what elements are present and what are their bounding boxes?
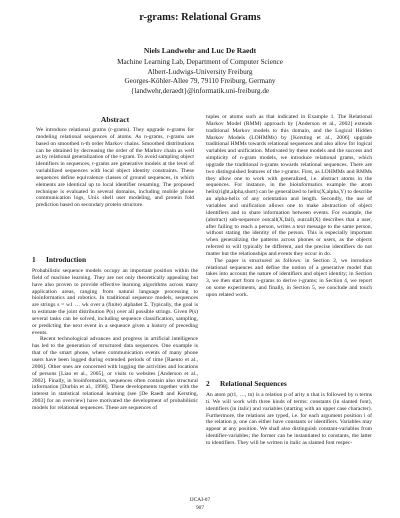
paragraph: Probabilistic sequence models occupy an important position within the field of machine learning. They are not only theoretically appealing but have also proven to provide effective learning algorithms across many application areas, ranging from natural language processing to bioinformatics and robotics. In traditional sequence models, sequences are strings s = w1 … wk over a (finite) alphabet Σ. Typically, the goal is to estimate the joint distribution P(s) over all possible strings. Given P(s) several tasks can be solved, including sequence classification, sampling, or predicting the next event in a sequence given a history of preceding events. xyxy=(32,268,198,336)
abstract-text: We introduce relational grams (r-grams). They upgrade n-grams for modeling relational sequences of atoms. As n-grams, r-grams are based on smoothed n-th order Markov chains. Smoothed distributions can be obtained by decreasing the order of the Markov chain as well as by relational generalization of the r-gram. To avoid sampling object identifiers in sequences, r-grams are generative models at the level of variabilized sequences with local object identity constraints. These sequences define equivalence classes of ground sequences, in which elements are identical up to local identifier renaming. The proposed technique is evaluated in several domains, including mobile phone communication logs, Unix shell user modeling, and protein fold prediction based on secondary protein structure. xyxy=(36,127,194,209)
affiliation-line: Machine Learning Lab, Department of Computer Science xyxy=(117,58,283,66)
section-heading-introduction xyxy=(32,255,86,264)
paragraph: The paper is structured as follows: in Section 2, we introduce relational sequences and define the notion of a generative model that takes into account the nature of identifiers and object identity; in Section 3, we then start from n-grams to derive r-grams; in Section 4, we report on some experiments, and finally, in Section 5, we conclude and touch upon related work. xyxy=(206,257,372,298)
affiliation-line: Georges-Köhler-Allee 79, 79110 Freiburg, Germany xyxy=(124,77,276,85)
relational-sequences-body xyxy=(206,392,372,447)
right-column-body xyxy=(206,114,372,299)
abstract-heading: Abstract xyxy=(100,115,130,124)
paragraph: tuples or atoms such as that indicated in Example 1. The Relational Markov Model (RMM) approach by [Anderson et al., 2002] extends traditional Markov models to this domain, and the Logical Hidden Markov Models (LOHMMs) by [Kersting et al., 2006] upgrade traditional HMMs towards relational sequences and also allow for logical variables and unification. Motivated by these models and the success and simplicity of n-gram models, we introduce relational grams, which upgrade the traditional n-grams towards relational sequences. There are two distinguished features of the r-grams. First, as LOHMMs and RMMs they allow one to work with generalized, i.e. abstract atoms in the sequences. For instance, in the bioinformatics example the atom helix(right,alpha,short) can be generalized to helix(X,alpha,Y) to describe an alpha-helix of any orientation and length. Secondly, the use of variables and unification allows one to make abstraction of object identifiers and to share information between events. For example, the (abstract) sub-sequence outcall(X,fail), outcall(X) describes that a user, after failing to reach a person, writes a text message to the same person, without stating the identity of the person. This is especially important when generalizing the patterns across phones or users, as the objects referred to will typically be different, and the precise identifiers do not matter but the relationships and events they occur in do. xyxy=(206,114,372,257)
paper-title: r-grams: Relational Grams xyxy=(139,12,261,23)
affiliation-line: Albert-Ludwigs-University Freiburg xyxy=(147,67,253,76)
paragraph: Recent technological advances and progress in artificial intelligence has led to the generation of structured data sequences. One example is that of the smart phone, where communication events of many phone users have been logged during extended periods of time [Raento et al., 2006]. Other ones are concerned with logging the activities and locations of persons [Liao et al., 2005], or visits to websites [Anderson et al., 2002]. Finally, in bioinformatics, sequences often contain also structural information [Durbin et al., 1998]. These developments together with the interest in statistical relational learning (see [De Raedt and Kersting, 2003] for an overview) have motivated the development of probabilistic models for relational sequences. These are sequences of xyxy=(32,336,198,411)
paper-authors: Niels Landwehr and Luc De Raedt xyxy=(143,46,257,55)
section-number: 2 xyxy=(206,379,210,388)
section-title: Introduction xyxy=(46,255,87,264)
affiliation-email: {landwehr,deraedt}@informatik.uni-freiburg.de xyxy=(130,86,270,95)
section-title: Relational Sequences xyxy=(220,379,287,388)
footer-venue: IJCAI-07 xyxy=(189,497,211,503)
footer-page-number: 907 xyxy=(195,505,205,511)
section-number: 1 xyxy=(32,255,36,264)
introduction-body xyxy=(32,268,198,412)
paragraph: An atom p(t1, …, tn) is a relation p of arity n that is followed by n terms ti. We will work with three kinds of terms: constants (in slanted font), identifiers (in italic) and variables (starting with an upper case character). Furthermore, the relations are typed, i.e. for each argument position i of the relation p, one can either have constants or identifiers. Variables may appear at any position. We shall also distinguish constant-variables from identifier-variables; the former can be instantiated to constants, the latter to identifiers. They will be written in italic as slanted font respec- xyxy=(206,392,372,446)
section-heading-relational-sequences xyxy=(206,379,287,388)
